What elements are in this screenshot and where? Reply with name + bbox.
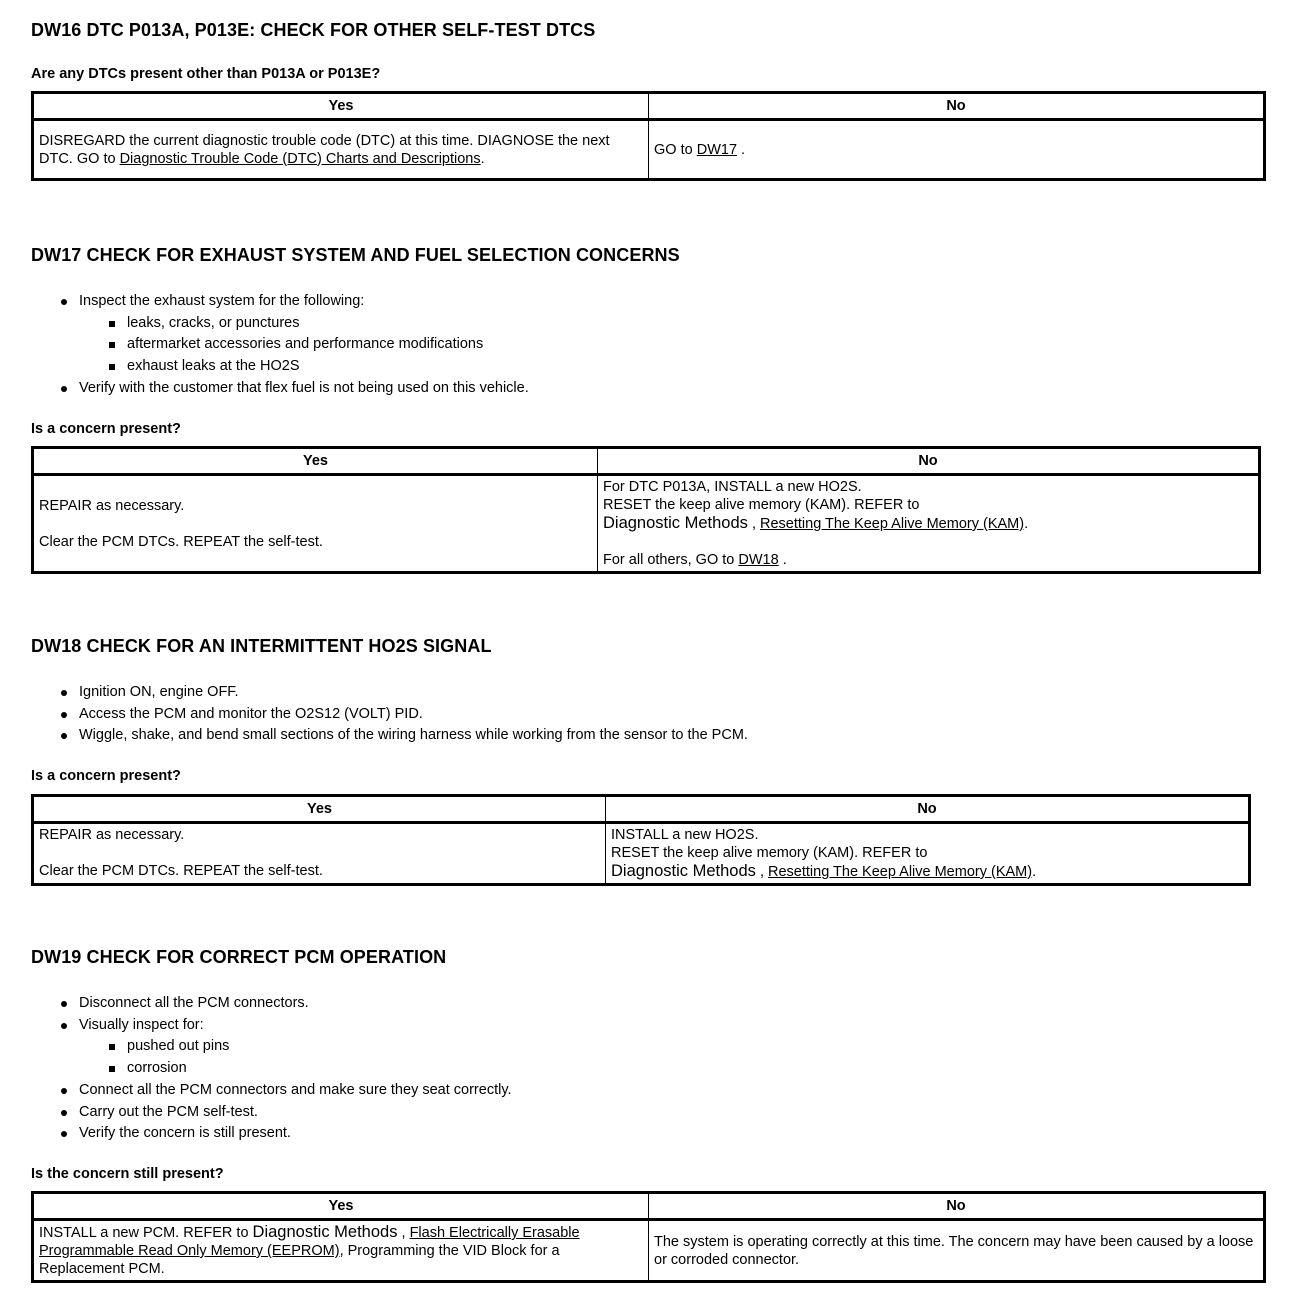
yes-header: Yes [33,93,649,120]
list-item: pushed out pins [106,1036,512,1058]
dw19-title: DW19 CHECK FOR CORRECT PCM OPERATION [31,947,447,967]
dw16-yes-text: DISREGARD the current diagnostic trouble code (DTC) at this time. DIAGNOSE the next DTC. GO to [39,132,610,167]
separator: , [747,516,761,532]
dw16-yes-end: . [480,150,485,167]
dw17-no-line-1: For DTC P013A, INSTALL a new HO2S. [603,479,862,495]
list-item [58,291,529,378]
list-item: leaks, cracks, or punctures [106,313,529,335]
list-item: Access the PCM and monitor the O2S12 (VOLT) PID. [58,704,748,726]
dw18-link[interactable]: DW18 [738,552,779,568]
dw19-section [31,947,446,968]
list-item: Wiggle, shake, and bend small sections of the wiring harness while working from the sensor to the PCM. [58,725,748,747]
dw18-yes-line-1: REPAIR as necessary. [39,827,185,843]
period: . [1032,864,1037,880]
list-item: corrosion [106,1058,512,1080]
dw17-no-end: . [778,552,787,568]
dw17-bullet-1: Inspect the exhaust system for the following: [79,293,365,309]
flash-eeprom-link[interactable]: Flash Electrically Erasable Programmable Read Only Memory (EEPROM) [39,1225,580,1259]
dw19-steps [58,993,512,1145]
no-header: No [598,448,1260,475]
dw17-section [31,245,680,266]
dw16-no-end: . [737,141,746,158]
dw19-table [31,1191,1266,1283]
dw17-steps [58,291,529,400]
dw18-title: DW18 CHECK FOR AN INTERMITTENT HO2S SIGNAL [31,636,492,656]
dw19-question: Is the concern still present? [31,1166,224,1182]
period: . [1024,516,1029,532]
list-item: aftermarket accessories and performance modifications [106,334,529,356]
dw18-question: Is a concern present? [31,768,181,784]
reset-kam-link[interactable]: Resetting The Keep Alive Memory (KAM) [760,516,1025,532]
dw17-no-line-2: RESET the keep alive memory (KAM). REFER to [603,497,920,513]
dw16-no-text: GO to [654,141,697,158]
no-header: No [649,93,1265,120]
dw18-yes-line-2: Clear the PCM DTCs. REPEAT the self-test. [39,863,323,879]
dw19-bullet-2: Visually inspect for: [79,1016,204,1033]
dw18-yes-cell [33,823,606,885]
no-header: No [606,796,1250,823]
dw16-yes-cell [33,120,649,180]
dw17-yes-cell [33,475,598,573]
dw16-title: DW16 DTC P013A, P013E: CHECK FOR OTHER SELF-TEST DTCS [31,20,596,40]
dw19-no-cell: The system is operating correctly at this time. The concern may have been caused by a loose or corroded connector. [649,1220,1265,1282]
yes-header: Yes [33,796,606,823]
dw17-title: DW17 CHECK FOR EXHAUST SYSTEM AND FUEL SELECTION CONCERNS [31,245,680,265]
list-item [58,1015,512,1080]
dw16-question: Are any DTCs present other than P013A or P013E? [31,66,381,82]
list-item: Carry out the PCM self-test. [58,1102,512,1124]
dw19-yes-cell [33,1220,649,1282]
separator: , [397,1225,410,1241]
dw19-yes-end: , Programming the VID Block for a Replacement PCM. [39,1243,560,1277]
dw18-no-cell [606,823,1250,885]
dw17-yes-line-1: REPAIR as necessary. [39,497,185,514]
dw17-no-line-4: For all others, GO to [603,552,739,568]
dw17-link[interactable]: DW17 [696,141,738,158]
dw19-yes-text: INSTALL a new PCM. REFER to [39,1225,253,1241]
diagnostic-methods-ref: Diagnostic Methods [252,1223,398,1241]
dw16-no-cell [649,120,1265,180]
diagnostic-methods-ref: Diagnostic Methods [611,862,756,880]
diagnostic-methods-ref: Diagnostic Methods [603,514,748,532]
reset-kam-link[interactable]: Resetting The Keep Alive Memory (KAM) [768,864,1033,880]
dw17-yes-line-2: Clear the PCM DTCs. REPEAT the self-test. [39,533,323,550]
dw16-table [31,91,1266,181]
list-item: Verify with the customer that flex fuel is not being used on this vehicle. [58,378,529,400]
dw18-no-line-2: RESET the keep alive memory (KAM). REFER to [611,845,928,861]
dw18-table [31,794,1251,886]
list-item: exhaust leaks at the HO2S [106,356,529,378]
dw17-question: Is a concern present? [31,421,181,437]
dtc-charts-link[interactable]: Diagnostic Trouble Code (DTC) Charts and Descriptions [119,150,481,167]
no-header: No [649,1193,1265,1220]
list-item: Verify the concern is still present. [58,1123,512,1145]
list-item: Connect all the PCM connectors and make sure they seat correctly. [58,1080,512,1102]
dw18-steps [58,682,748,747]
list-item: Ignition ON, engine OFF. [58,682,748,704]
dw18-section [31,636,492,657]
separator: , [755,864,769,880]
dw17-table [31,446,1261,574]
list-item: Disconnect all the PCM connectors. [58,993,512,1015]
dw17-no-cell [598,475,1260,573]
yes-header: Yes [33,448,598,475]
dw18-no-line-1: INSTALL a new HO2S. [611,827,759,843]
dw16-section [31,20,595,41]
yes-header: Yes [33,1193,649,1220]
